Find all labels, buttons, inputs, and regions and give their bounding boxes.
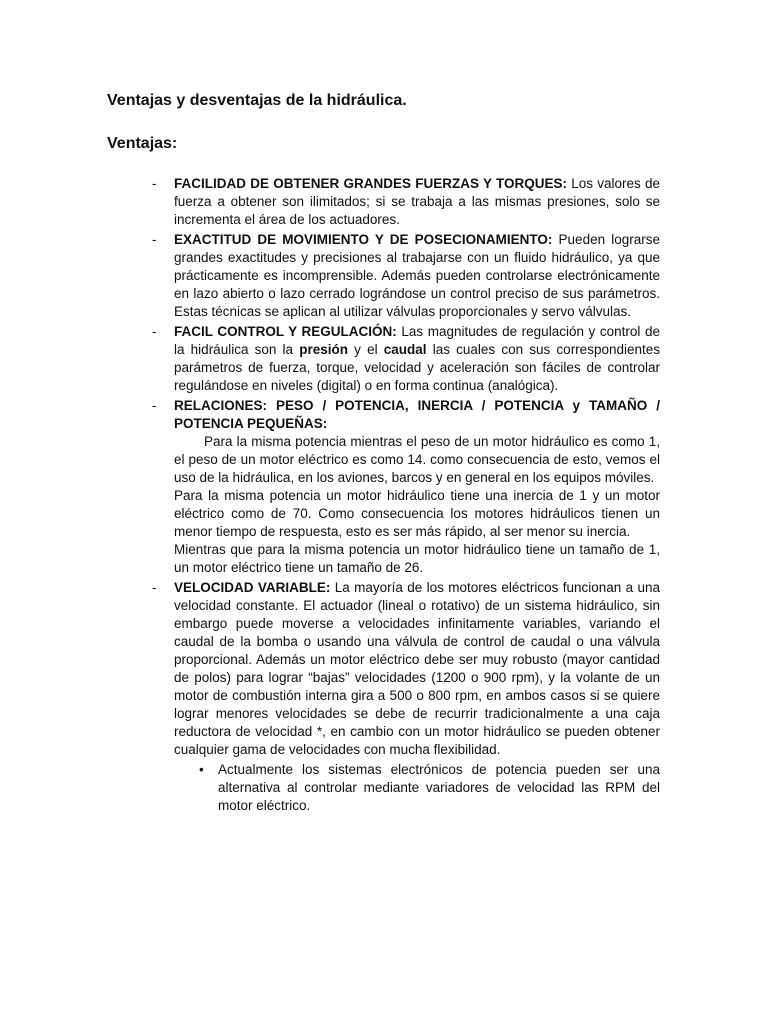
list-item-text: [174, 397, 660, 433]
list-item: [152, 231, 660, 321]
item-body: La mayoría de los motores eléctricos funcionan a una velocidad constante. El actuador (lineal o rotativo) de un sistema hidráulico, sin embargo puede moverse a velocidades infinitamente variables, variando el caudal de la bomba o usando una válvula de control de caudal o una válvula proporcional. Además un motor eléctrico debe ser muy robusto (mayor cantidad de polos) para lograr “bajas” velocidades (1200 o 900 rpm), y la volante de un motor de combustión interna gira a 500 o 800 rpm, en ambos casos si se quiere lograr menores velocidades se debe de recurrir tradicionalmente a una caja reductora de velocidad *, en cambio con un motor hidráulico se pueden obtener cualquier gama de velocidades con mucha flexibilidad.: [174, 580, 660, 757]
paragraph-peso: Para la misma potencia mientras el peso de un motor hidráulico es como 1, el peso de un motor eléctrico es como 14. como consecuencia de esto, vemos el uso de la hidráulica, en los aviones, barcos y en general en los equipos móviles.: [174, 434, 660, 485]
list-item-text: [174, 175, 660, 229]
list-item-text: [174, 579, 660, 759]
list-item: [152, 397, 660, 577]
list-marker: -: [152, 580, 157, 595]
list-marker: -: [152, 398, 157, 413]
item-body-part: Las magnitudes de regulación y control de la hidráulica son la: [174, 324, 660, 357]
item-heading: FACIL CONTROL Y REGULACIÓN:: [174, 324, 397, 339]
item-body-part: las cuales con sus correspondientes parámetros de fuerza, torque, velocidad y aceleración son fáciles de controlar regulándose en niveles (digital) o en forma continua (analógica).: [174, 342, 660, 393]
list-item: [152, 579, 660, 815]
bullet-marker: •: [199, 762, 204, 777]
list-marker: -: [152, 176, 157, 191]
item-heading: FACILIDAD DE OBTENER GRANDES FUERZAS Y TORQUES:: [174, 176, 567, 191]
item-heading: RELACIONES: PESO / POTENCIA, INERCIA / POTENCIA y TAMAÑO / POTENCIA PEQUEÑAS:: [174, 398, 660, 431]
list-marker: -: [152, 232, 157, 247]
item-body: Los valores de fuerza a obtener son ilimitados; si se trabaja a las mismas presiones, solo se incrementa el área de los actuadores.: [174, 176, 660, 227]
list-item: [152, 175, 660, 229]
list-item-text: [174, 231, 660, 321]
list-marker: -: [152, 324, 157, 339]
item-body: Pueden lograrse grandes exactitudes y precisiones al trabajarse con un fluido hidráulico, ya que prácticamente es incomprensible. Además pueden controlarse electrónicamente en lazo abierto o lazo cerrado lográndose un control preciso de sus parámetros. Estas técnicas se aplican al utilizar válvulas proporcionales y servo válvulas.: [174, 232, 660, 319]
paragraph-tamano: Mientras que para la misma potencia un motor hidráulico tiene un tamaño de 1, un motor eléctrico tiene un tamaño de 26.: [174, 542, 660, 575]
item-heading: EXACTITUD DE MOVIMIENTO Y DE POSECIONAMIENTO:: [174, 232, 553, 247]
sub-bullet-item: [174, 761, 660, 815]
emphasis-presion: presión: [299, 342, 348, 357]
item-heading: VELOCIDAD VARIABLE:: [174, 580, 331, 595]
sub-bullet-text: Actualmente los sistemas electrónicos de potencia pueden ser una alternativa al controlar mediante variadores de velocidad las RPM del motor eléctrico.: [218, 762, 660, 813]
paragraph-inercia: Para la misma potencia un motor hidráulico tiene una inercia de 1 y un motor eléctrico como de 70. Como consecuencia los motores hidráulicos tienen un menor tiempo de respuesta, esto es ser más rápido, al ser menor su inercia.: [174, 488, 660, 539]
list-item-text: [174, 323, 660, 395]
document-title: Ventajas y desventajas de la hidráulica.: [107, 92, 407, 109]
item-body-part: y el: [348, 342, 384, 357]
advantages-list: [152, 175, 660, 817]
list-item: [152, 323, 660, 395]
section-heading-ventajas: Ventajas:: [107, 135, 178, 152]
emphasis-caudal: caudal: [383, 342, 427, 357]
